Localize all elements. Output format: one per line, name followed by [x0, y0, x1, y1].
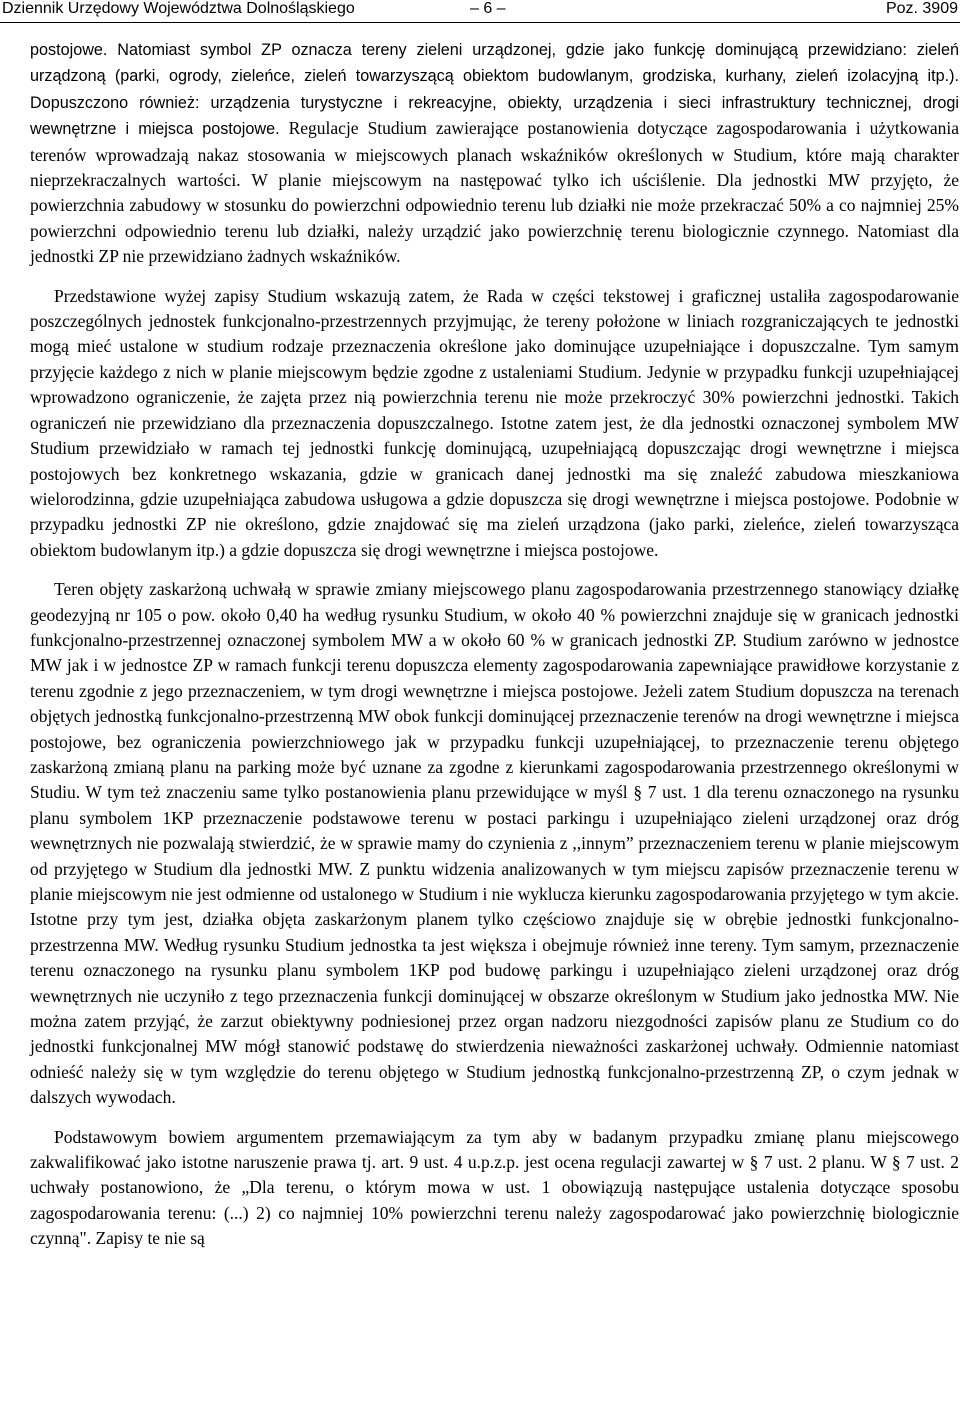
paragraph-1 [30, 37, 959, 270]
paragraph-4: Podstawowym bowiem argumentem przemawiającym za tym aby w badanym przypadku zmianę planu miejscowego zakwalifikować jako istotne naruszenie prawa tj. art. 9 ust. 4 u.p.z.p. jest ocena regulacji zawartej w § 7 ust. 2 planu. W § 7 ust. 2 uchwały postanowiono, że „Dla terenu, o którym mowa w ust. 1 obowiązują następujące ustalenia dotyczące sposobu zagospodarowania terenu: (...) 2) co najmniej 10% powierzchni terenu należy zagospodarować jako powierzchnię biologicznie czynną". Zapisy te nie są [30, 1126, 959, 1249]
paragraph-1-sans-part: postojowe. Natomiast symbol ZP oznacza tereny zieleni urządzonej, gdzie jako funkcję dominującą przewidziano: zieleń urządzoną (parki, ogrody, zieleńce, zieleń towarzyszącą obiektom budowlanym, grodziska, kurhany, zieleń izolacyjną itp.). Dopuszczono również: urządzenia turystyczne i rekreacyjne, obiekty, urządzenia i sieci infrastruktury technicznej, drogi wewnętrzne i miejsca postojowe. [30, 41, 959, 139]
page-header [0, 0, 960, 23]
document-body [30, 37, 959, 1252]
position-number: Poz. 3909 [885, 0, 958, 17]
paragraph-1-serif-part: Regulacje Studium zawierające postanowienia dotyczące zagospodarowania i użytkowania terenów wprowadzają nakaz stosowania w miejscowych planach wskaźników określonych w Studium, które mają charakter nieprzekraczalnych wartości. W planie miejscowym na następować tylko ich uściślenie. Dla jednostki MW przyjęto, że powierzchnia zabudowy w stosunku do powierzchni odpowiednio terenu lub działki nie może przekraczać 50% a co najmniej 25% powierzchni odpowiednio terenu lub działki, należy urządzić jako powierzchnię terenu biologicznie czynnego. Natomiast dla jednostki ZP nie przewidziano żadnych wskaźników. [30, 118, 959, 267]
journal-title: Dziennik Urzędowy Województwa Dolnośląskiego [2, 0, 355, 17]
paragraph-3: Teren objęty zaskarżoną uchwałą w sprawie zmiany miejscowego planu zagospodarowania przestrzennego stanowiący działkę geodezyjną nr 105 o pow. około 0,40 ha według rysunku Studium, w około 40 % powierzchni znajduje się w granicach jednostki funkcjonalno-przestrzennej oznaczonej symbolem MW a w około 60 % w granicach jednostki ZP. Studium zarówno w jednostce MW jak i w jednostce ZP w ramach funkcji terenu dopuszcza elementy zagospodarowania zapewniające prawidłowe korzystanie z terenu zgodnie z jego przeznaczeniem, w tym drogi wewnętrzne i miejsca postojowe. Jeżeli zatem Studium dopuszcza na terenach objętych jednostką funkcjonalno-przestrzenną MW obok funkcji dominującej przeznaczenie terenów na drogi wewnętrzne i miejsca postojowe, bez ograniczenia powierzchniowego jak w przypadku funkcji uzupełniającej, to przeznaczenie terenu objętego zaskarżoną zmianą planu na parking może być uznane za zgodne z kierunkami zagospodarowania przestrzennego określonymi w Studiu. W tym też znaczeniu same tylko postanowienia planu przewidujące w myśl § 7 ust. 1 dla terenu oznaczonego na rysunku planu symbolem 1KP przeznaczenie podstawowe terenu w postaci parkingu i uzupełniająco zieleni urządzonej oraz dróg wewnętrznych nie pozwalają stwierdzić, że w sprawie mamy do czynienia z ,,innym” przeznaczeniem terenu w planie miejscowym od przyjętego w Studium dla jednostki MW. Z punktu widzenia analizowanych w tym miejscu zapisów przeznaczenie terenu w planie miejscowym nie jest odmienne od ustalonego w Studium i nie wyklucza kierunku zagospodarowania przyjętego w tym akcie. Istotne przy tym jest, działka objęta zaskarżonym planem tylko częściowo znajduje się w obrębie jednostki funkcjonalno-przestrzenna MW. Według rysunku Studium jednostka ta jest większa i obejmuje również inne tereny. Tym samym, przeznaczenie terenu oznaczonego na rysunku planu symbolem 1KP pod budowę parkingu i uzupełniająco zieleni urządzonej oraz dróg wewnętrznych nie uczyniło z tego przeznaczenia funkcji dominującej w obszarze określonym w Studium jako jednostka MW. Nie można zatem przyjąć, że zarzut obiektywny podniesionej przez organ nadzoru niezgodności zapisów planu ze Studium co do jednostki funkcjonalnej MW mógł stanowić podstawę do stwierdzenia nieważności zaskarżonej uchwały. Odmiennie natomiast odnieść należy się w tym względzie do terenu objętego w Studium jednostką funkcjonalno-przestrzenną ZP, o czym jednak w dalszych wywodach. [30, 579, 959, 1108]
paragraph-2: Przedstawione wyżej zapisy Studium wskazują zatem, że Rada w części tekstowej i graficznej ustaliła zagospodarowanie poszczególnych jednostek funkcjonalno-przestrzennych przyjmując, że tereny położone w liniach rozgraniczających te jednostki mogą mieć ustalone w studium rodzaje przeznaczenia określone jako dominujące uzupełniające i dopuszczalne. Tym samym przyjęcie każdego z nich w planie miejscowym będzie zgodne z ustaleniami Studium. Jedynie w przypadku funkcji uzupełniającej wprowadzono ograniczenie, że zajęta przez nią powierzchnia terenu nie może przekroczyć 30% powierzchni jednostki. Takich ograniczeń nie przewidziano dla przeznaczenia dopuszczalnego. Istotne zatem jest, że dla jednostki oznaczonej symbolem MW Studium przewidziało w ramach tej jednostki funkcję dominującą, uzupełniającą dopuszczając drogi wewnętrzne i miejsca postojowych bez konkretnego wskazania, gdzie w granicach danej jednostki ma się znaleźć zabudowa mieszkaniowa wielorodzinna, gdzie uzupełniająca zabudowa usługowa a gdzie dopuszcza się drogi wewnętrzne i miejsca postojowe. Podobnie w przypadku jednostki ZP nie określono, gdzie znajdować się ma zieleń urządzona (jako parki, zieleńce, zieleń towarzysząca obiektom budowlanym itp.) a gdzie dopuszcza się drogi wewnętrzne i miejsca postojowe. [30, 285, 959, 560]
page-number: – 6 – [470, 0, 506, 17]
